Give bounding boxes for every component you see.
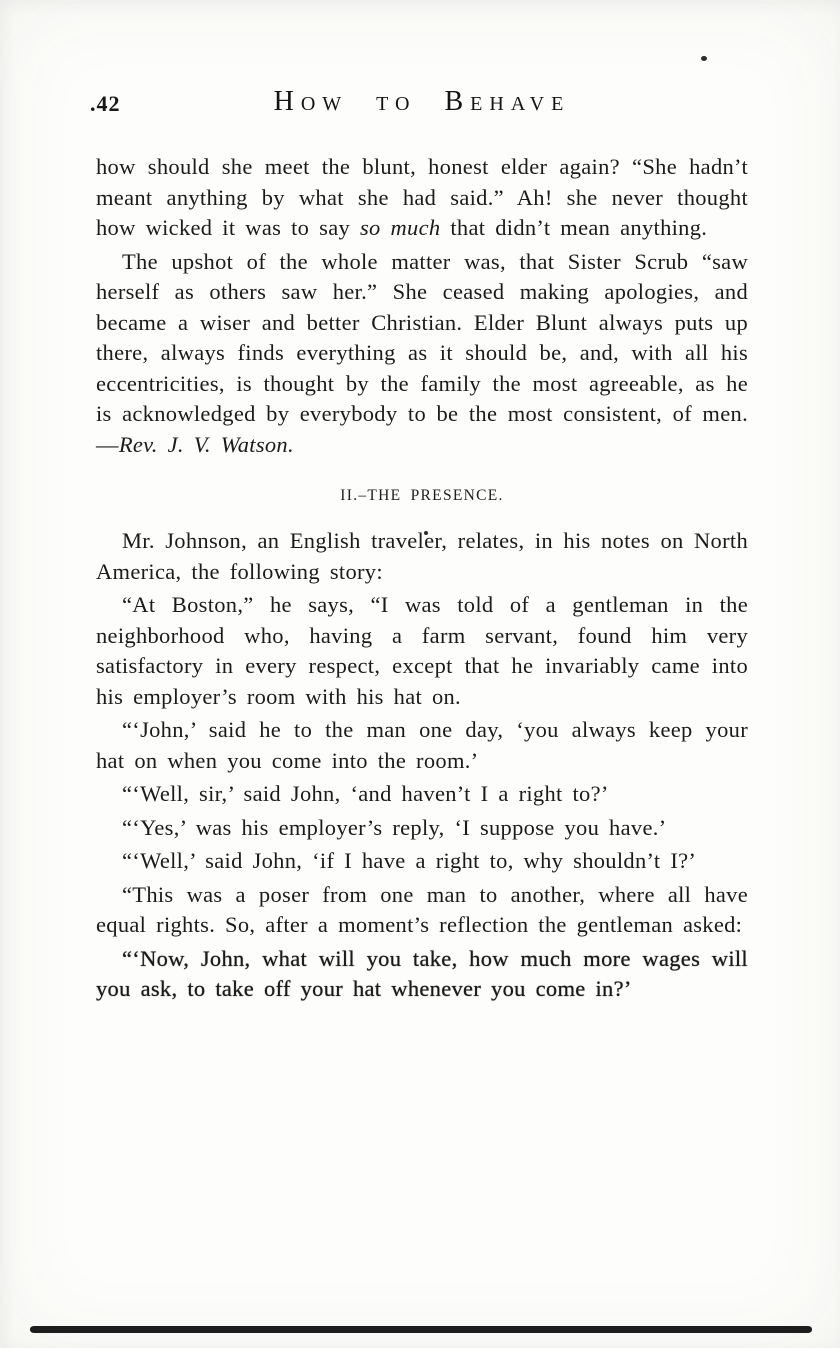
body-text: that didn’t mean anything. — [440, 215, 708, 240]
paragraph — [96, 846, 748, 877]
paragraph — [96, 880, 748, 941]
body-text: how should she meet the blunt, honest elder again? “She hadn’t meant anything by what she had said.” Ah! she never thought how wicked it was to say — [96, 154, 748, 240]
scan-edge-artifact — [30, 1326, 812, 1333]
body-text: Mr. Johnson, an English traveler, relates, in his notes on North America, the following story: — [96, 528, 748, 584]
page-content — [90, 86, 748, 1008]
text-body — [96, 152, 748, 1005]
italic-text: so much — [359, 215, 441, 240]
paragraph — [96, 526, 748, 587]
body-text: “‘Well, sir,’ said John, ‘and haven’t I a right to?’ — [122, 781, 609, 806]
section-heading: II.–THE PRESENCE. — [340, 487, 504, 504]
paragraph — [96, 715, 748, 776]
italic-text: Rev. J. V. Watson. — [118, 431, 294, 457]
page-header — [90, 86, 748, 124]
ink-speck — [701, 56, 707, 61]
paragraph — [96, 247, 748, 461]
paragraph — [96, 944, 748, 1005]
body-text: “‘Yes,’ was his employer’s reply, ‘I suppose you have.’ — [122, 814, 667, 840]
paragraph — [96, 779, 748, 810]
body-text: “At Boston,” he says, “I was told of a gentleman in the neighborhood who, having a farm servant, found him very satisfactory in every respect, except that he invariably came into his employer’s room with his hat on. — [96, 592, 748, 709]
body-text: “‘Now, John, what will you take, how much more wages will you ask, to take off your hat whenever you come in?’ — [96, 945, 748, 1001]
paragraph — [96, 590, 748, 712]
body-text: The upshot of the whole matter was, that Sister Scrub “saw herself as others saw her.” She ceased making apologies, and became a wiser and better Christian. Elder Blunt always puts up there, always finds everything as it should be, and, with all his eccentricities, is thought by the family the most agreeable, as he is acknowledged by everybody to be the most consistent, of men.— — [96, 248, 748, 457]
paragraph — [96, 152, 748, 244]
page-number: .42 — [90, 91, 121, 116]
body-text: “‘John,’ said he to the man one day, ‘you always keep your hat on when you come into the room.’ — [96, 717, 748, 773]
paragraph — [96, 813, 748, 844]
book-title: How to Behave — [273, 86, 571, 117]
body-text: “‘Well,’ said John, ‘if I have a right to, why shouldn’t I?’ — [122, 848, 697, 873]
body-text: “This was a poser from one man to another, where all have equal rights. So, after a moment’s reflection the gentleman asked: — [96, 881, 748, 937]
